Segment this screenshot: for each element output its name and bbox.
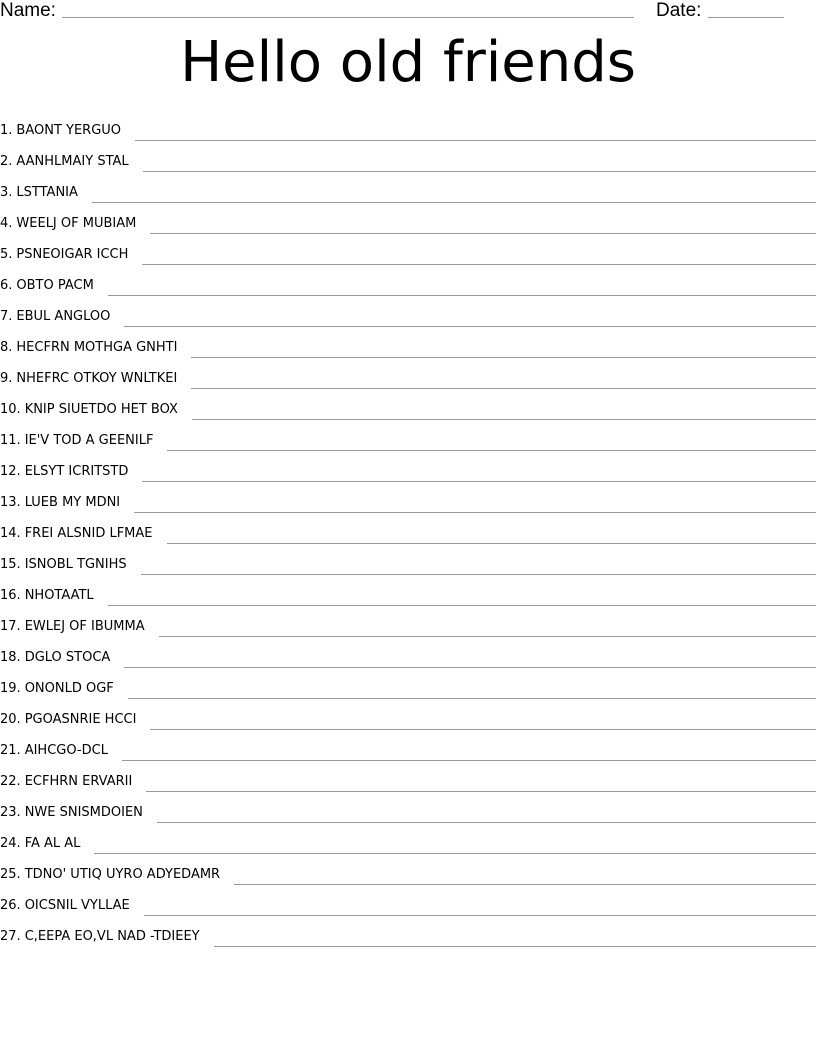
- question-row: [0, 203, 816, 234]
- question-row: [0, 606, 816, 637]
- question-number: 6.: [0, 278, 13, 293]
- question-label: [0, 773, 132, 792]
- question-number: 11.: [0, 433, 21, 448]
- question-row: [0, 358, 816, 389]
- answer-line[interactable]: [124, 326, 816, 327]
- question-label: [0, 153, 129, 172]
- question-row: [0, 761, 816, 792]
- question-label: [0, 494, 120, 513]
- question-number: 12.: [0, 464, 21, 479]
- question-number: 13.: [0, 495, 21, 510]
- question-row: [0, 172, 816, 203]
- question-row: [0, 885, 816, 916]
- question-label: [0, 928, 200, 947]
- scrambled-word: PSNEOIGAR ICCH: [16, 247, 129, 262]
- question-row: [0, 327, 816, 358]
- scrambled-word: OBTO PACM: [16, 278, 94, 293]
- question-number: 4.: [0, 216, 13, 231]
- answer-line[interactable]: [150, 233, 816, 234]
- question-row: [0, 916, 816, 947]
- question-label: [0, 432, 153, 451]
- question-number: 19.: [0, 681, 21, 696]
- question-label: [0, 215, 136, 234]
- answer-line[interactable]: [234, 884, 816, 885]
- question-number: 14.: [0, 526, 21, 541]
- answer-line[interactable]: [192, 419, 816, 420]
- scrambled-word: PGOASNRIE HCCI: [24, 712, 137, 727]
- answer-line[interactable]: [94, 853, 816, 854]
- answer-line[interactable]: [167, 543, 816, 544]
- scrambled-word: NHEFRC OTKOY WNLTKEI: [16, 371, 178, 386]
- scrambled-word: ONONLD OGF: [24, 681, 114, 696]
- question-label: [0, 339, 177, 358]
- question-row: [0, 730, 816, 761]
- scrambled-word: AIHCGO-DCL: [24, 743, 108, 758]
- question-row: [0, 792, 816, 823]
- answer-line[interactable]: [191, 388, 816, 389]
- question-row: [0, 699, 816, 730]
- question-label: [0, 556, 127, 575]
- scrambled-word: EBUL ANGLOO: [16, 309, 111, 324]
- question-label: [0, 525, 153, 544]
- scrambled-word: NHOTAATL: [24, 588, 94, 603]
- question-row: [0, 265, 816, 296]
- question-list: [0, 110, 816, 947]
- question-label: [0, 835, 80, 854]
- answer-line[interactable]: [92, 202, 816, 203]
- question-number: 17.: [0, 619, 21, 634]
- name-field[interactable]: [62, 17, 634, 18]
- question-number: 9.: [0, 371, 13, 386]
- question-row: [0, 296, 816, 327]
- answer-line[interactable]: [157, 822, 816, 823]
- answer-line[interactable]: [141, 574, 816, 575]
- answer-line[interactable]: [108, 295, 816, 296]
- question-number: 5.: [0, 247, 13, 262]
- answer-line[interactable]: [134, 512, 816, 513]
- question-row: [0, 110, 816, 141]
- answer-line[interactable]: [146, 791, 816, 792]
- question-label: [0, 463, 128, 482]
- question-number: 22.: [0, 774, 21, 789]
- page-title: Hello old friends: [180, 30, 636, 95]
- question-row: [0, 854, 816, 885]
- question-number: 16.: [0, 588, 21, 603]
- answer-line[interactable]: [159, 636, 816, 637]
- question-label: [0, 370, 177, 389]
- date-label: Date:: [656, 0, 702, 21]
- answer-line[interactable]: [142, 264, 816, 265]
- answer-line[interactable]: [144, 915, 816, 916]
- question-label: [0, 618, 145, 637]
- scrambled-word: OICSNIL VYLLAE: [24, 898, 130, 913]
- question-row: [0, 420, 816, 451]
- question-number: 3.: [0, 185, 13, 200]
- question-row: [0, 544, 816, 575]
- question-row: [0, 575, 816, 606]
- question-row: [0, 451, 816, 482]
- question-label: [0, 587, 94, 606]
- question-label: [0, 308, 110, 327]
- scrambled-word: ECFHRN ERVARII: [24, 774, 133, 789]
- question-label: [0, 122, 121, 141]
- question-number: 21.: [0, 743, 21, 758]
- question-number: 20.: [0, 712, 21, 727]
- scrambled-word: WEELJ OF MUBIAM: [16, 216, 137, 231]
- scrambled-word: TDNO' UTIQ UYRO ADYEDAMR: [24, 867, 221, 882]
- header-row: [0, 0, 816, 26]
- scrambled-word: FREI ALSNID LFMAE: [24, 526, 153, 541]
- question-label: [0, 277, 94, 296]
- question-label: [0, 401, 178, 420]
- question-number: 10.: [0, 402, 21, 417]
- scrambled-word: LUEB MY MDNI: [24, 495, 121, 510]
- answer-line[interactable]: [135, 140, 816, 141]
- question-row: [0, 482, 816, 513]
- question-number: 1.: [0, 123, 13, 138]
- answer-line[interactable]: [167, 450, 816, 451]
- scrambled-word: ELSYT ICRITSTD: [24, 464, 129, 479]
- question-number: 15.: [0, 557, 21, 572]
- answer-line[interactable]: [124, 667, 816, 668]
- question-label: [0, 897, 130, 916]
- question-number: 24.: [0, 836, 21, 851]
- question-label: [0, 866, 220, 885]
- question-label: [0, 649, 110, 668]
- scrambled-word: EWLEJ OF IBUMMA: [24, 619, 145, 634]
- scrambled-word: BAONT YERGUO: [16, 123, 122, 138]
- question-row: [0, 389, 816, 420]
- question-number: 27.: [0, 929, 21, 944]
- date-field[interactable]: [708, 17, 784, 18]
- answer-line[interactable]: [108, 605, 816, 606]
- question-row: [0, 234, 816, 265]
- question-label: [0, 680, 114, 699]
- question-row: [0, 823, 816, 854]
- scrambled-word: LSTTANIA: [16, 185, 78, 200]
- question-number: 2.: [0, 154, 13, 169]
- answer-line[interactable]: [191, 357, 816, 358]
- question-number: 18.: [0, 650, 21, 665]
- question-label: [0, 804, 143, 823]
- question-number: 23.: [0, 805, 21, 820]
- question-label: [0, 246, 128, 265]
- scrambled-word: AANHLMAIY STAL: [16, 154, 129, 169]
- scrambled-word: C,EEPA EO,VL NAD -TDIEEY: [24, 929, 200, 944]
- answer-line[interactable]: [128, 698, 816, 699]
- name-label: Name:: [0, 0, 56, 21]
- question-number: 26.: [0, 898, 21, 913]
- question-row: [0, 668, 816, 699]
- scrambled-word: HECFRN MOTHGA GNHTI: [16, 340, 178, 355]
- scrambled-word: FA AL AL: [24, 836, 81, 851]
- question-label: [0, 711, 136, 730]
- scrambled-word: NWE SNISMDOIEN: [24, 805, 143, 820]
- answer-line[interactable]: [150, 729, 816, 730]
- question-number: 8.: [0, 340, 13, 355]
- question-label: [0, 742, 108, 761]
- answer-line[interactable]: [122, 760, 816, 761]
- question-number: 25.: [0, 867, 21, 882]
- answer-line[interactable]: [142, 481, 816, 482]
- scrambled-word: KNIP SIUETDO HET BOX: [24, 402, 178, 417]
- answer-line[interactable]: [214, 946, 816, 947]
- question-row: [0, 637, 816, 668]
- scrambled-word: IE'V TOD A GEENILF: [24, 433, 154, 448]
- question-row: [0, 141, 816, 172]
- scrambled-word: DGLO STOCA: [24, 650, 111, 665]
- answer-line[interactable]: [143, 171, 816, 172]
- question-number: 7.: [0, 309, 13, 324]
- question-row: [0, 513, 816, 544]
- question-label: [0, 184, 78, 203]
- scrambled-word: ISNOBL TGNIHS: [24, 557, 127, 572]
